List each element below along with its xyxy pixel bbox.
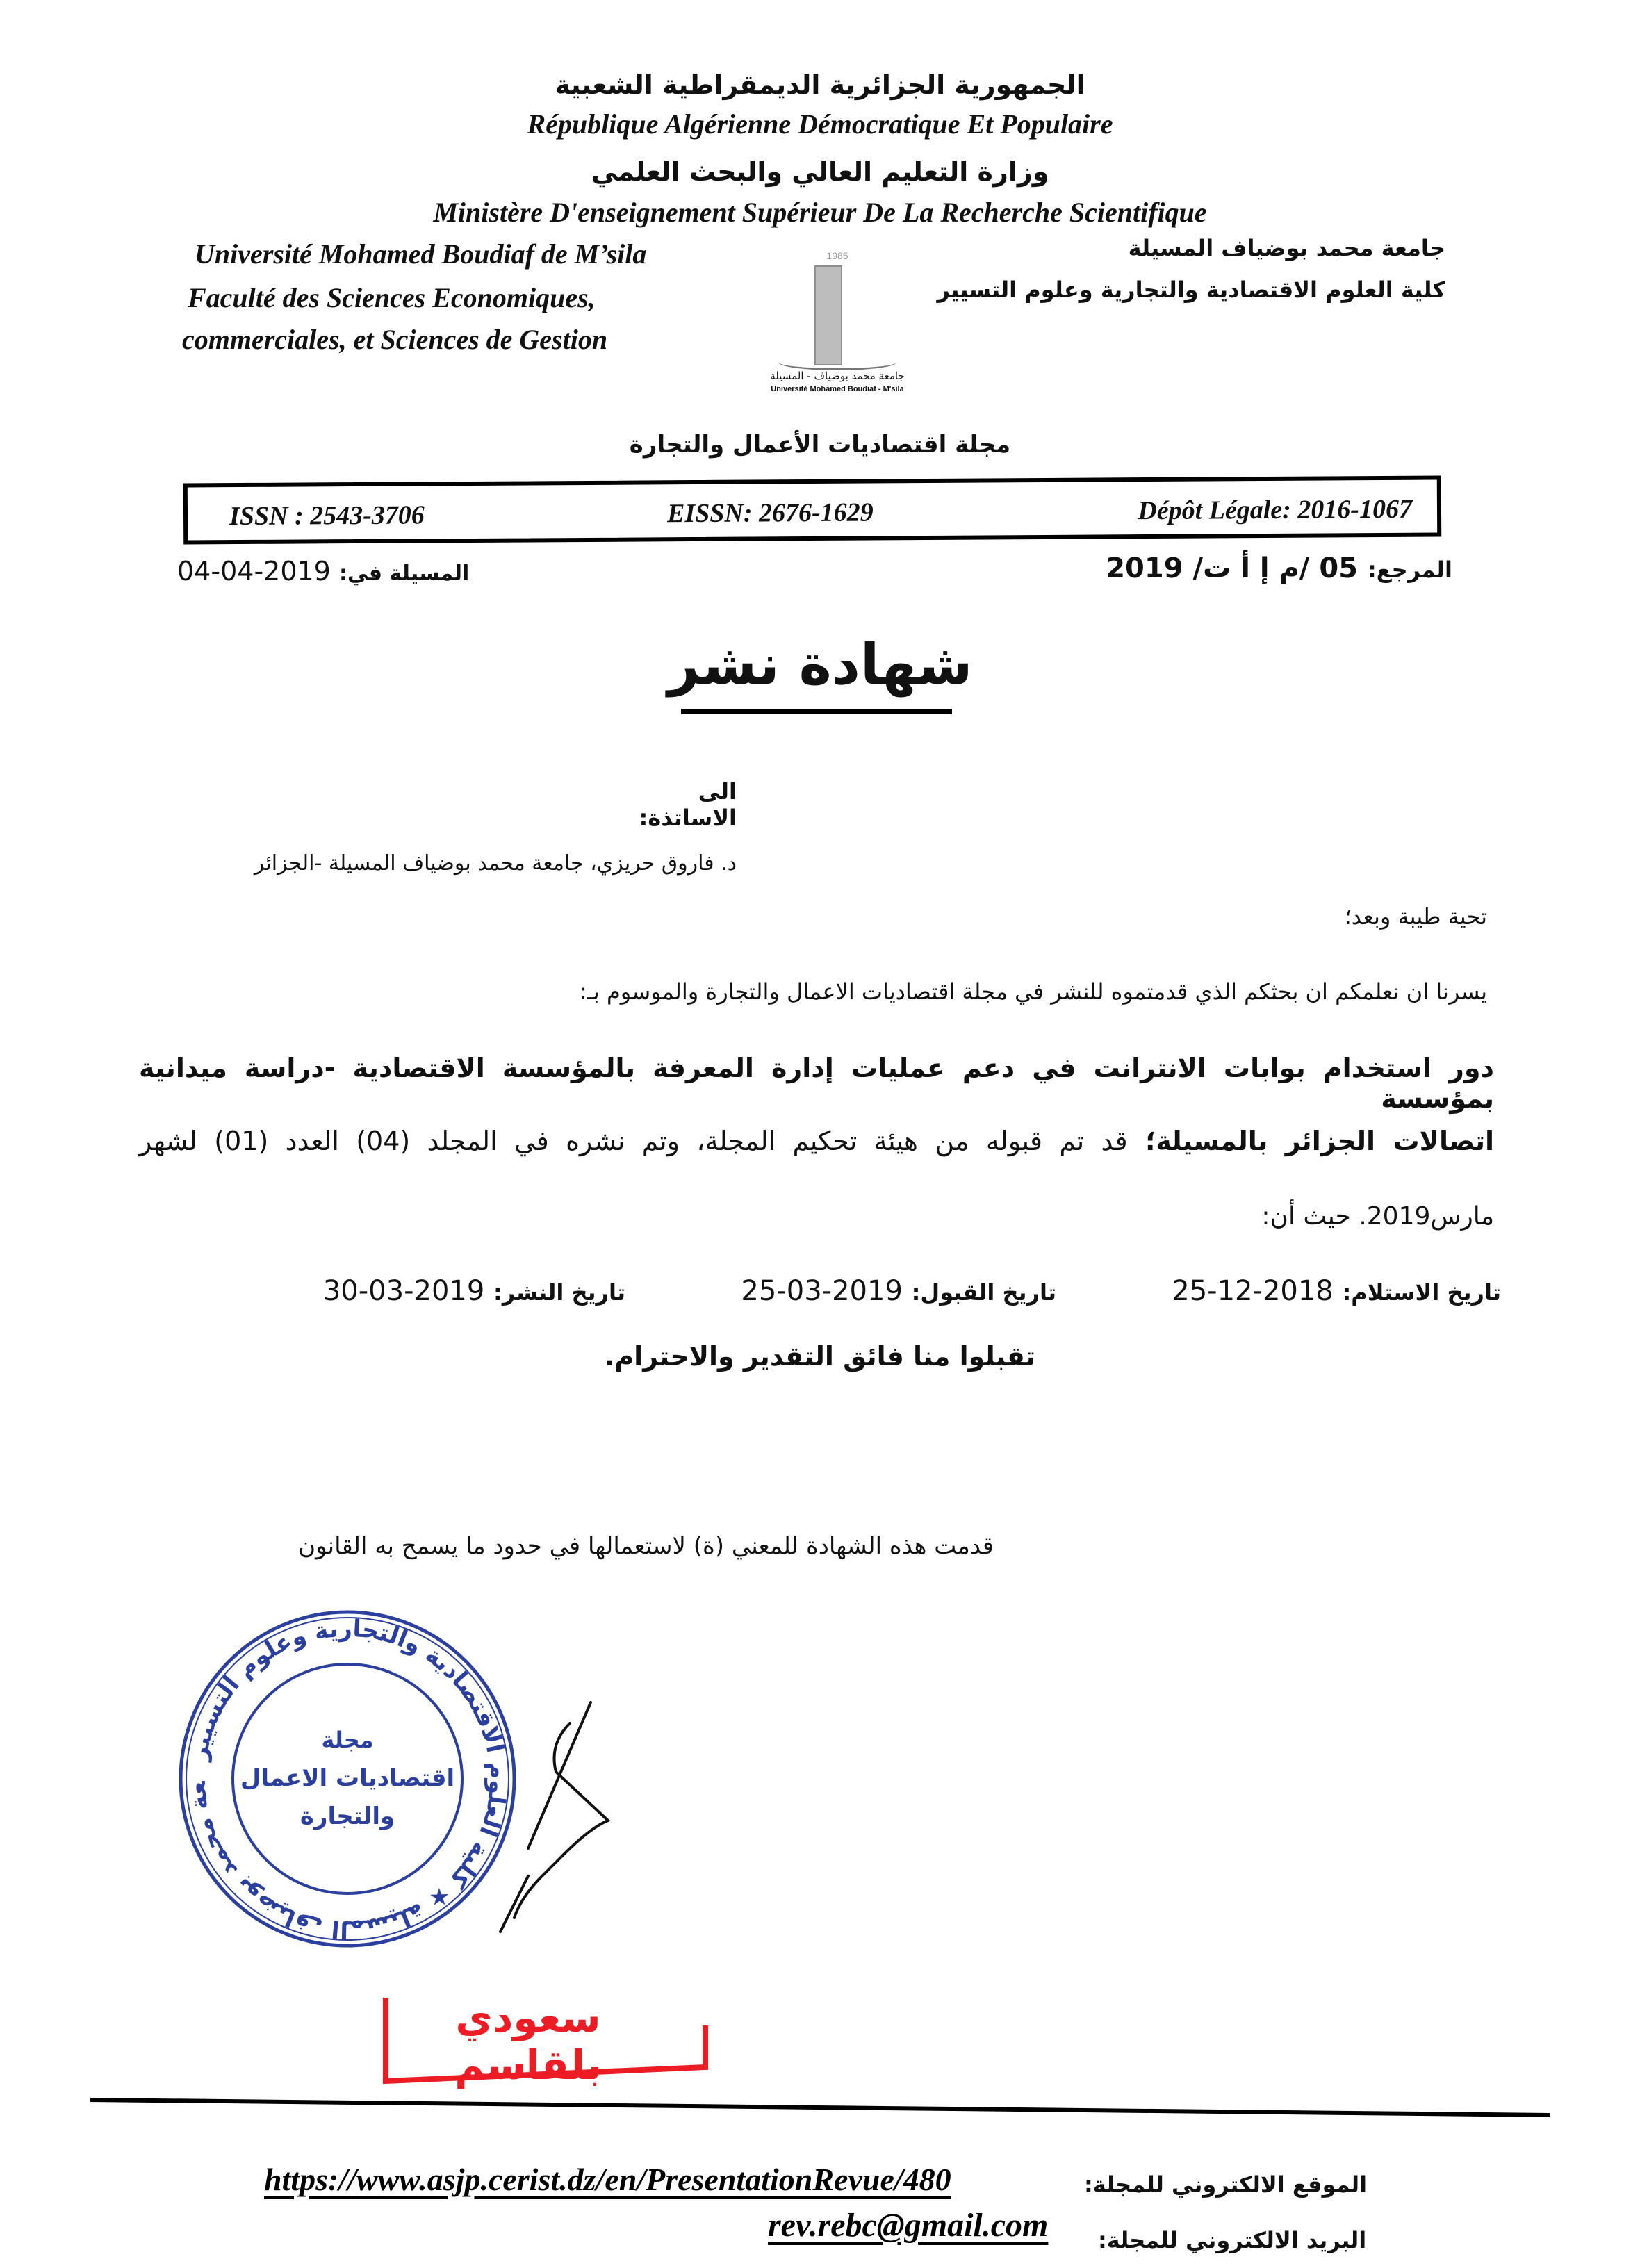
eissn: EISSN: 2676-1629 [666, 498, 874, 529]
logo-tower-icon [814, 265, 842, 365]
website-label: الموقع الالكتروني للمجلة: [1084, 2171, 1368, 2198]
date-received-value: 2018-12-25 [1172, 1275, 1334, 1307]
reference-value: 05 /م إ أ ت/ 2019 [1106, 552, 1358, 584]
university-name-arabic: جامعة محمد بوضياف المسيلة [1128, 235, 1445, 261]
reference-label: المرجع: [1367, 557, 1452, 583]
faculty-name-french-line1: Faculté des Sciences Economiques, [188, 282, 596, 313]
usage-note: قدمت هذه الشهادة للمعني (ة) لاستعمالها في حدود ما يسمح به القانون [298, 1532, 994, 1560]
date-published [323, 1275, 625, 1307]
ministry-name-french: Ministère D'enseignement Supérieur De La Recherche Scientifique [433, 197, 1207, 228]
republic-name-french: République Algérienne Démocratique Et Populaire [527, 108, 1113, 140]
date-published-value: 2019-03-30 [322, 1275, 485, 1307]
signatory-name-stamp [347, 1973, 723, 2092]
stamp-inner-line3: والتجارة [300, 1802, 395, 1830]
place-date [177, 556, 469, 586]
faculty-name-arabic: كلية العلوم الاقتصادية والتجارية وعلوم التسيير [937, 277, 1445, 303]
website-link[interactable]: https://www.asjp.cerist.dz/en/PresentationRevue/480 [264, 2162, 951, 2197]
date-received-label: تاريخ الاستلام: [1342, 1279, 1501, 1306]
logo-name-french: Université Mohamed Boudiaf - M'sila [771, 385, 904, 393]
date-accepted-label: تاريخ القبول: [911, 1279, 1056, 1306]
stamp-outer-text: عة محمد بوضياف المسيلة ★ كلية العلوم الاقتصادية والتجارية وعلوم التسيير [183, 1614, 512, 1944]
place-date-label: المسيلة في: [338, 561, 470, 586]
reference-number [1106, 552, 1452, 584]
stamp-graphic [174, 1605, 521, 1953]
stamp-inner-line2: اقتصاديات الاعمال [240, 1764, 455, 1792]
addressee-label: الى الاساتذة: [639, 778, 737, 831]
date-accepted-value: 2019-03-25 [741, 1275, 903, 1307]
email-link[interactable]: rev.rebc@gmail.com [768, 2207, 1049, 2244]
dates-row [208, 1275, 1501, 1317]
title-underline [681, 709, 952, 714]
date-accepted [741, 1275, 1056, 1307]
place-date-value: 2019-04-04 [177, 556, 331, 586]
official-stamp [174, 1605, 521, 1953]
ministry-name-arabic: وزارة التعليم العالي والبحث العلمي [591, 156, 1049, 187]
logo-book-icon [778, 354, 896, 370]
issn: ISSN : 2543-3706 [229, 500, 425, 532]
paper-title-line2 [139, 1126, 1494, 1156]
recipient: د. فاروق حريزي، جامعة محمد بوضياف المسيلة -الجزائر [254, 851, 737, 876]
intro-paragraph: يسرنا ان نعلمكم ان بحثكم الذي قدمتموه للنشر في مجلة اقتصاديات الاعمال والتجارة والموسوم بـ: [579, 978, 1487, 1005]
logo-name-arabic: جامعة محمد بوضياف - المسيلة [770, 370, 905, 382]
signatory-name: سعودي بلقاسم [454, 1994, 602, 2089]
stamp-inner-line1: مجلة [321, 1727, 374, 1753]
journal-title: مجلة اقتصاديات الأعمال والتجارة [629, 431, 1011, 459]
depot-legal: Dépôt Légale: 2016-1067 [1138, 494, 1413, 526]
paper-title-line1: دور استخدام بوابات الانترانت في دعم عمليات إدارة المعرفة بالمؤسسة الاقتصادية -دراسة ميدانية بمؤسسة [139, 1053, 1494, 1114]
signature-icon [486, 1668, 625, 1946]
certificate-title: شهادة نشر [667, 632, 973, 697]
logo-year: 1985 [826, 250, 848, 261]
email-label: البريد الالكتروني للمجلة: [1098, 2227, 1367, 2253]
university-name-french: Université Mohamed Boudiaf de M’sila [195, 238, 647, 270]
date-received [1172, 1275, 1501, 1307]
republic-name-arabic: الجمهورية الجزائرية الديمقراطية الشعبية [555, 69, 1085, 100]
footer-divider [90, 2098, 1550, 2117]
faculty-name-french-line2: commerciales, et Sciences de Gestion [182, 324, 608, 355]
paper-title-line2-text: اتصالات الجزائر بالمسيلة؛ [1145, 1126, 1494, 1156]
date-published-label: تاريخ النشر: [493, 1279, 625, 1306]
greeting: تحية طيبة وبعد؛ [1344, 903, 1487, 930]
handwritten-signature [486, 1668, 625, 1946]
closing-line: تقبلوا منا فائق التقدير والاحترام. [604, 1341, 1036, 1372]
publication-month: مارس2019. حيث أن: [1261, 1202, 1494, 1231]
journal-identifiers-box [183, 475, 1442, 544]
acceptance-text: قد تم قبوله من هيئة تحكيم المجلة، وتم نشره في المجلد (04) العدد (01) لشهر [139, 1126, 1128, 1156]
university-logo [751, 250, 924, 410]
